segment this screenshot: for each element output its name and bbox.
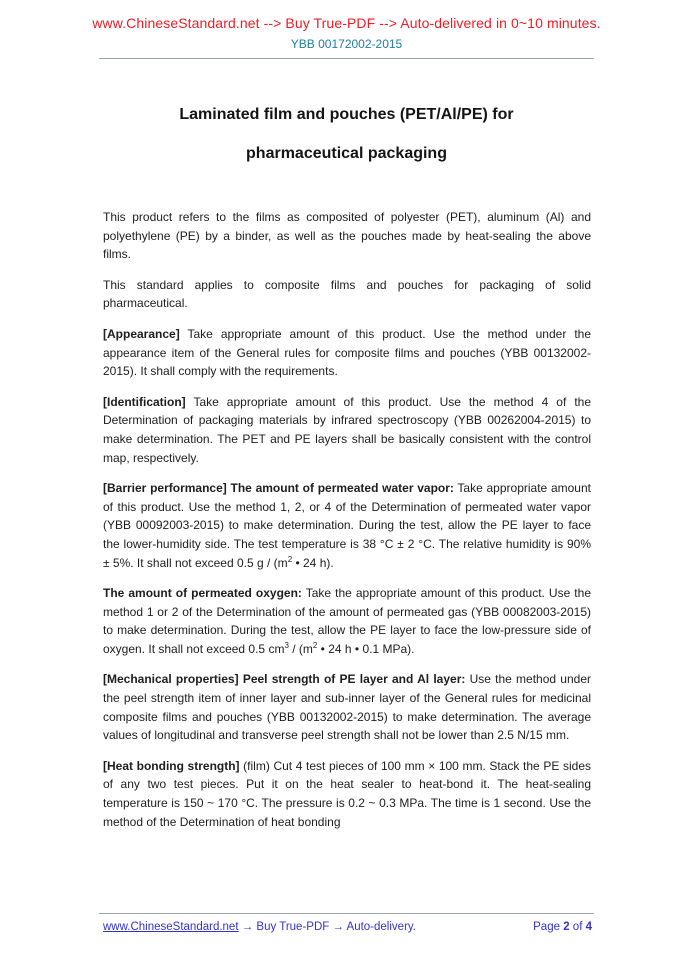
document-title <box>0 95 693 173</box>
paragraph-mechanical-properties: [Mechanical properties] Peel strength of PE layer and Al layer: Use the method under the peel strength item of inner layer and sub-inner layer of the General rules for medicinal composite films and pouches (YBB 00132002-2015) to make determination. The average values of longitudinal and transverse peel strength shall not be lower than 2.5 N/15 mm. <box>103 672 592 743</box>
footer-divider <box>99 913 594 914</box>
paragraph-heat-bonding-strength: [Heat bonding strength] (film) Cut 4 test pieces of 100 mm × 100 mm. Stack the PE sides of any two test pieces. Put it on the heat sealer to heat-bond it. The heat-sealing temperature is 150 ~ 170 °C. The pressure is 0.2 ~ 0.3 MPa. The time is 1 second. Use the method of the Determination of heat bonding <box>103 758 591 829</box>
total-pages: 4 <box>585 921 592 933</box>
paragraph-barrier-water-vapor: [Barrier performance] The amount of permeated water vapor: Take appropriate amount of this product. Use the method 1, 2, or 4 of the Determination of permeated water vapor (YBB 00092003-2015) to make determination. During the test, allow the PE layer to face the lower-humidity side. The test temperature is 38 °C ± 2 °C. The relative humidity is 90% ± 5%. It shall not exceed 0.5 g / ($m^2$ • 24 h). <box>103 481 591 570</box>
of-word: of <box>572 921 583 933</box>
paragraph-standard-scope: This standard applies to composite films and pouches for packaging of solid pharmaceutical. <box>103 277 591 311</box>
title-line-1: Laminated film and pouches (PET/Al/PE) for <box>179 106 514 123</box>
promo-banner: www.ChineseStandard.net --> Buy True-PDF --> Auto-delivered in 0~10 minutes. <box>92 15 601 31</box>
document-body <box>103 208 591 843</box>
standard-number: YBB 00172002-2015 <box>290 37 403 51</box>
page-indicator <box>533 921 592 933</box>
page-word: Page <box>533 921 560 933</box>
footer-site-link[interactable]: www.ChineseStandard.net <box>103 921 239 933</box>
paragraph-product-scope: This product refers to the films as composited of polyester (PET), aluminum (Al) and polyethylene (PE) by a binder, as well as the pouches made by heat-sealing the above films. <box>103 210 591 262</box>
paragraph-permeated-oxygen: The amount of permeated oxygen: Take the appropriate amount of this product. Use the method 1 or 2 of the Determination of the amount of permeated gas (YBB 00082003-2015) to make determination. During the test, allow the PE layer to face the low-pressure side of oxygen. It shall not exceed 0.5 $cm^3 / (m^2$ • 24 h • 0.1 MPa). <box>103 586 591 656</box>
paragraph-appearance: [Appearance] Take appropriate amount of this product. Use the method under the appearance item of the General rules for composite films and pouches (YBB 00132002-2015). It shall comply with the requirements. <box>103 326 591 379</box>
footer-left <box>103 921 416 933</box>
header-divider <box>99 58 594 59</box>
page-number: 2 <box>563 921 570 933</box>
paragraph-identification: [Identification] Take appropriate amount of this product. Use the method 4 of the Determination of packaging materials by infrared spectroscopy (YBB 00262004-2015) to make determination. The PET and PE layers shall be basically consistent with the control map, respectively. <box>103 394 591 465</box>
title-line-2: pharmaceutical packaging <box>246 145 447 162</box>
page-footer <box>103 921 592 933</box>
footer-tagline: → Buy True-PDF → Auto-delivery. <box>238 921 416 933</box>
